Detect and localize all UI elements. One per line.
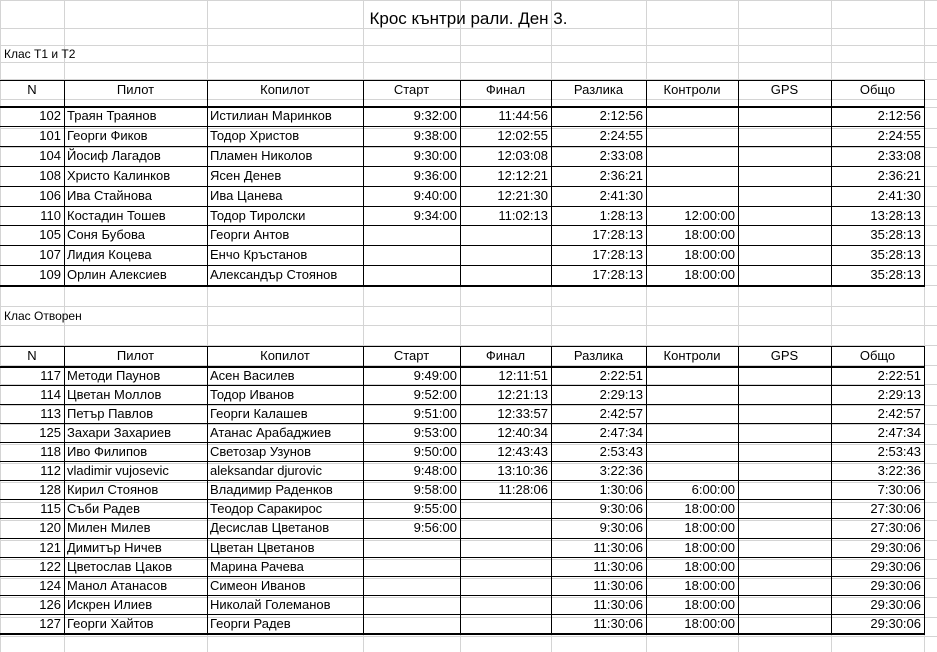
table-border [0, 499, 925, 500]
table-cell: 12:03:08 [497, 147, 548, 163]
table-cell: 9:51:00 [413, 406, 457, 422]
table-cell: Петър Павлов [67, 406, 154, 422]
table-cell: Орлин Алексиев [67, 267, 167, 283]
table-cell: 2:36:21 [599, 167, 643, 183]
table-cell: 9:40:00 [413, 187, 457, 203]
table-cell: Христо Калинков [67, 167, 171, 183]
table-border [738, 80, 739, 286]
table-border [363, 80, 364, 286]
table-cell: 105 [39, 227, 61, 243]
table-cell: 11:28:06 [498, 482, 548, 498]
table-border [0, 614, 925, 615]
column-header: N [27, 348, 37, 363]
table-cell: Пламен Николов [210, 147, 313, 163]
table-cell: 12:02:55 [497, 127, 548, 143]
table-cell: Костадин Тошев [67, 207, 166, 223]
table-cell: 108 [39, 167, 61, 183]
table-cell: 35:28:13 [870, 247, 921, 263]
column-header: Общо [859, 348, 896, 363]
table-cell: Манол Атанасов [67, 577, 168, 593]
table-cell: 117 [40, 368, 61, 383]
table-cell: Йосиф Лагадов [67, 147, 161, 163]
table-cell: 2:22:51 [877, 368, 921, 383]
table-cell: 9:50:00 [413, 444, 457, 460]
table-cell: Захари Захариев [67, 425, 172, 441]
table-cell: 2:29:13 [599, 387, 643, 403]
table-cell: 29:30:06 [870, 577, 921, 593]
column-header: GPS [770, 82, 799, 97]
table-cell: 2:36:21 [877, 167, 921, 183]
table-cell: Лидия Коцева [67, 247, 152, 263]
table-border [0, 225, 925, 226]
table-cell: Искрен Илиев [67, 596, 153, 612]
table-border [207, 80, 208, 286]
table-cell: Цветослав Цаков [67, 558, 173, 574]
table-cell: Тодор Христов [210, 127, 300, 143]
table-cell: 2:53:43 [599, 444, 643, 460]
table-cell: 9:34:00 [413, 207, 457, 223]
grid-row-line [0, 636, 937, 637]
table-cell: 3:22:36 [877, 463, 921, 479]
table-cell: vladimir vujosevic [67, 463, 169, 479]
table-cell: 115 [40, 501, 61, 517]
table-cell: 2:47:34 [877, 425, 921, 441]
table-cell: Георги Радев [210, 615, 291, 631]
table-cell: 118 [40, 444, 61, 460]
column-header: Контроли [663, 82, 721, 97]
table-border [646, 346, 647, 634]
table-cell: 2:53:43 [877, 444, 921, 460]
table-cell: Ясен Денев [210, 167, 282, 183]
table-cell: 17:28:13 [592, 247, 643, 263]
table-cell: Димитър Ничев [67, 539, 162, 555]
column-header: Старт [393, 348, 430, 363]
section-label: Клас Отворен [4, 309, 82, 323]
table-cell: Владимир Раденков [210, 482, 333, 498]
table-cell: Тодор Тиролски [210, 207, 306, 223]
table-border [0, 146, 925, 147]
table-cell: 2:12:56 [877, 108, 921, 123]
table-cell: 110 [40, 207, 61, 223]
table-cell: 1:30:06 [599, 482, 643, 498]
table-border [0, 245, 925, 246]
table-border [0, 518, 925, 519]
table-cell: Истилиан Маринков [210, 108, 332, 123]
table-cell: 107 [39, 247, 61, 263]
table-cell: 11:02:13 [498, 207, 548, 223]
table-cell: 127 [39, 615, 61, 631]
table-cell: 18:00:00 [684, 267, 735, 283]
table-cell: 18:00:00 [684, 227, 735, 243]
table-cell: 126 [39, 596, 61, 612]
table-border [0, 346, 925, 347]
column-header: N [27, 82, 37, 97]
table-cell: Траян Траянов [67, 108, 157, 123]
table-border [0, 166, 925, 167]
table-cell: 11:30:06 [593, 577, 643, 593]
table-border [924, 346, 925, 634]
table-cell: Тодор Иванов [210, 387, 295, 403]
table-border [64, 346, 65, 634]
table-cell: Кирил Стоянов [67, 482, 159, 498]
table-cell: Георги Хайтов [67, 615, 154, 631]
column-header: Финал [485, 82, 526, 97]
table-cell: 104 [39, 147, 61, 163]
section-label: Клас Т1 и Т2 [4, 47, 76, 61]
table-border [0, 126, 925, 127]
table-cell: Марина Рачева [210, 558, 304, 574]
table-border [551, 80, 552, 286]
table-cell: Цветан Моллов [67, 387, 162, 403]
table-cell: 11:44:56 [498, 108, 548, 123]
table-cell: 7:30:06 [877, 482, 921, 498]
grid-column-line [0, 0, 1, 652]
table-cell: 11:30:06 [593, 596, 643, 612]
table-border [0, 633, 925, 635]
table-cell: 2:24:55 [877, 127, 921, 143]
table-cell: 2:33:08 [599, 147, 643, 163]
table-cell: Ива Стайнова [67, 187, 153, 203]
table-cell: 2:24:55 [599, 127, 643, 143]
table-border [460, 80, 461, 286]
table-cell: 112 [40, 463, 61, 479]
table-cell: 11:30:06 [593, 539, 643, 555]
grid-row-line [0, 99, 937, 100]
table-cell: 13:28:13 [870, 207, 921, 223]
table-cell: Методи Паунов [67, 368, 161, 383]
table-border [0, 206, 925, 207]
table-cell: 35:28:13 [870, 227, 921, 243]
table-cell: Теодор Саракирос [210, 501, 323, 517]
grid-row-line [0, 45, 937, 46]
table-cell: 12:00:00 [684, 207, 735, 223]
grid-row-line [0, 306, 937, 307]
table-cell: 29:30:06 [870, 539, 921, 555]
table-cell: 2:41:30 [599, 187, 643, 203]
table-cell: Георги Калашев [210, 406, 308, 422]
column-header: Старт [393, 82, 430, 97]
table-cell: 18:00:00 [684, 577, 735, 593]
table-cell: Ива Цанева [210, 187, 283, 203]
table-cell: Милен Милев [67, 520, 151, 536]
table-cell: aleksandar djurovic [210, 463, 323, 479]
table-cell: 125 [39, 425, 61, 441]
table-cell: 2:41:30 [877, 187, 921, 203]
table-cell: 18:00:00 [684, 558, 735, 574]
table-cell: 18:00:00 [684, 501, 735, 517]
column-header: Пилот [116, 82, 155, 97]
table-border [0, 461, 925, 462]
column-header: Контроли [663, 348, 721, 363]
table-cell: 12:11:51 [498, 368, 548, 383]
table-cell: 12:12:21 [497, 167, 548, 183]
table-cell: 114 [40, 387, 61, 403]
table-cell: Съби Радев [67, 501, 141, 517]
table-border [0, 538, 925, 539]
table-border [64, 80, 65, 286]
table-cell: 35:28:13 [870, 267, 921, 283]
table-cell: Николай Големанов [210, 596, 331, 612]
table-cell: 27:30:06 [870, 501, 921, 517]
column-header: Финал [485, 348, 526, 363]
table-border [738, 346, 739, 634]
table-border [0, 442, 925, 443]
table-cell: 113 [40, 406, 61, 422]
table-cell: 1:28:13 [599, 207, 643, 223]
table-cell: 109 [39, 267, 61, 283]
grid-row-line [0, 0, 937, 1]
table-cell: 12:40:34 [497, 425, 548, 441]
table-cell: Иво Филипов [67, 444, 148, 460]
table-cell: 2:29:13 [877, 387, 921, 403]
table-border [363, 346, 364, 634]
column-header: Разлика [573, 348, 624, 363]
table-cell: 9:48:00 [413, 463, 457, 479]
table-cell: 2:33:08 [877, 147, 921, 163]
table-border [0, 423, 925, 424]
table-cell: 128 [39, 482, 61, 498]
grid-row-line [0, 62, 937, 63]
table-cell: 29:30:06 [870, 596, 921, 612]
table-cell: 11:30:06 [593, 558, 643, 574]
table-cell: 29:30:06 [870, 558, 921, 574]
table-border [646, 80, 647, 286]
table-cell: 12:33:57 [497, 406, 548, 422]
table-cell: 124 [39, 577, 61, 593]
table-border [0, 576, 925, 577]
table-cell: 2:22:51 [599, 368, 643, 383]
table-cell: 2:12:56 [599, 108, 643, 123]
table-cell: 18:00:00 [684, 596, 735, 612]
table-border [924, 80, 925, 286]
table-cell: 9:30:06 [599, 520, 643, 536]
table-cell: Георги Фиков [67, 127, 148, 143]
column-header: Пилот [116, 348, 155, 363]
table-border [0, 404, 925, 405]
table-cell: 12:43:43 [497, 444, 548, 460]
table-cell: 18:00:00 [684, 615, 735, 631]
table-cell: 9:53:00 [413, 425, 457, 441]
table-border [831, 80, 832, 286]
table-cell: 6:00:00 [691, 482, 735, 498]
table-cell: 17:28:13 [592, 267, 643, 283]
table-border [0, 80, 925, 81]
table-cell: 2:42:57 [877, 406, 921, 422]
table-cell: 106 [39, 187, 61, 203]
sheet-title: Крос кънтри рали. Ден 3. [369, 9, 568, 28]
table-cell: 13:10:36 [497, 463, 548, 479]
column-header: GPS [770, 348, 799, 363]
column-header: Копилот [260, 348, 310, 363]
table-cell: Десислав Цветанов [210, 520, 330, 536]
table-cell: 9:30:06 [599, 501, 643, 517]
table-cell: 9:36:00 [413, 167, 457, 183]
table-cell: 18:00:00 [684, 539, 735, 555]
table-cell: 120 [39, 520, 61, 536]
table-cell: 3:22:36 [599, 463, 643, 479]
table-border [0, 106, 925, 108]
table-cell: 2:42:57 [599, 406, 643, 422]
table-cell: 18:00:00 [684, 520, 735, 536]
table-border [207, 346, 208, 634]
table-border [0, 595, 925, 596]
table-cell: Симеон Иванов [210, 577, 306, 593]
table-border [0, 557, 925, 558]
table-border [460, 346, 461, 634]
table-cell: 9:32:00 [413, 108, 457, 123]
table-border [0, 265, 925, 266]
column-header: Копилот [260, 82, 310, 97]
table-cell: 9:58:00 [413, 482, 457, 498]
table-cell: Георги Антов [210, 227, 290, 243]
table-cell: 122 [39, 558, 61, 574]
column-header: Разлика [573, 82, 624, 97]
table-cell: 102 [39, 108, 61, 123]
table-cell: 27:30:06 [870, 520, 921, 536]
table-cell: 9:49:00 [413, 368, 457, 383]
table-cell: 101 [39, 127, 61, 143]
table-border [831, 346, 832, 634]
table-cell: 121 [39, 539, 61, 555]
table-cell: 9:30:00 [413, 147, 457, 163]
table-cell: 9:55:00 [413, 501, 457, 517]
table-cell: 9:38:00 [413, 127, 457, 143]
table-border [0, 385, 925, 386]
table-cell: 12:21:13 [497, 387, 548, 403]
table-cell: 12:21:30 [497, 187, 548, 203]
table-cell: 29:30:06 [870, 615, 921, 631]
table-border [0, 366, 925, 368]
table-cell: Енчо Кръстанов [210, 247, 308, 263]
table-cell: Асен Василев [210, 368, 295, 383]
table-border [0, 186, 925, 187]
table-cell: Атанас Арабаджиев [210, 425, 332, 441]
column-header: Общо [859, 82, 896, 97]
table-cell: 9:56:00 [413, 520, 457, 536]
table-cell: 2:47:34 [599, 425, 643, 441]
table-cell: Цветан Цветанов [210, 539, 315, 555]
table-cell: 17:28:13 [592, 227, 643, 243]
table-border [551, 346, 552, 634]
table-cell: Светозар Узунов [210, 444, 312, 460]
table-border [0, 480, 925, 481]
table-border [0, 285, 925, 287]
table-cell: 18:00:00 [684, 247, 735, 263]
table-cell: Соня Бубова [67, 227, 146, 243]
table-cell: 11:30:06 [593, 615, 643, 631]
table-cell: Александър Стоянов [210, 267, 338, 283]
grid-row-line [0, 325, 937, 326]
table-cell: 9:52:00 [413, 387, 457, 403]
